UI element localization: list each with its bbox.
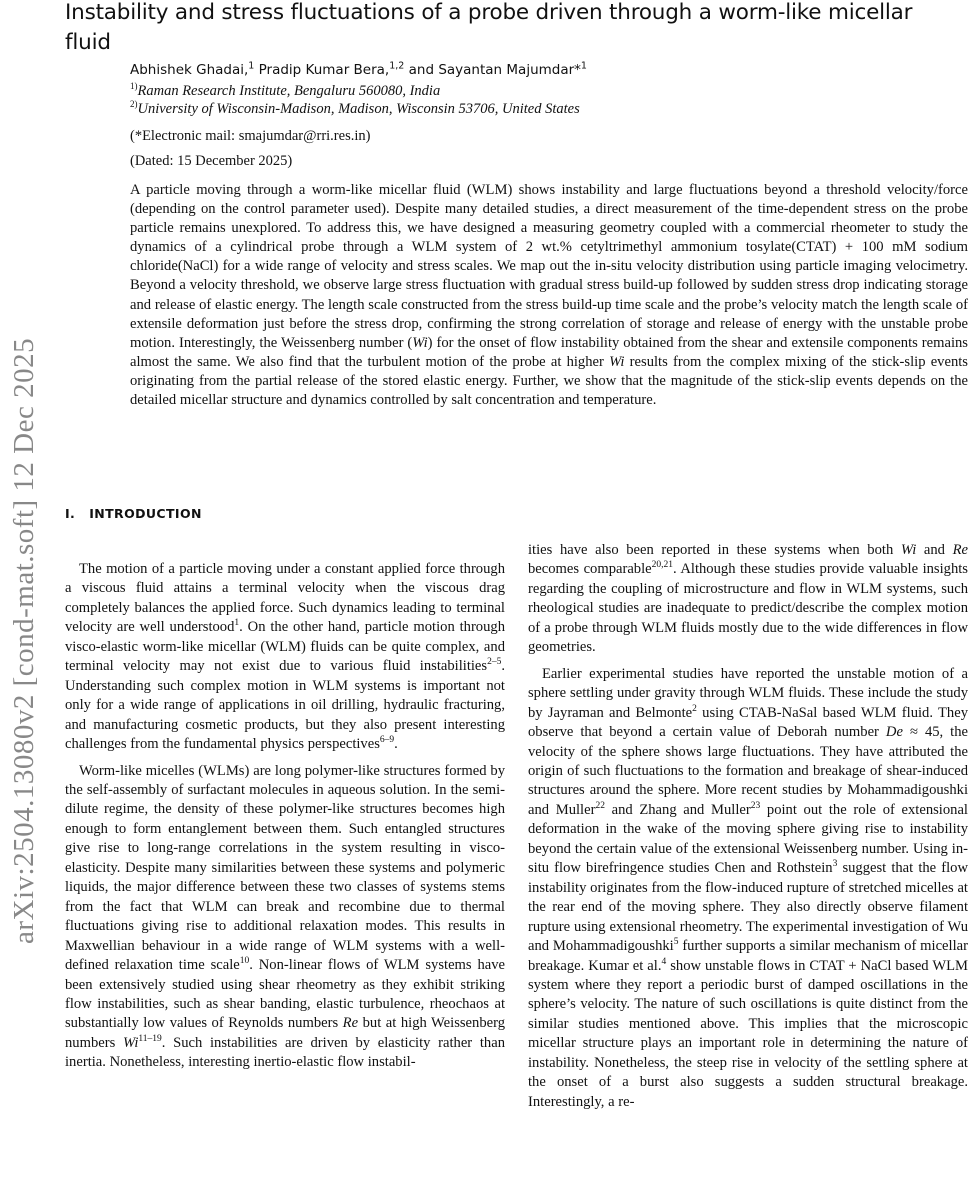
text-run: using CTAB-NaSal based WLM fluid. They observe that beyond a certain value of Deborah number [528, 704, 968, 741]
email-note: (*Electronic mail: smajumdar@rri.res.in) [130, 128, 371, 144]
author-affiliation-mark: 1,2 [389, 60, 405, 72]
author-list [130, 62, 587, 78]
author-name: and Sayantan Majumdar* [404, 62, 581, 78]
author-affiliation-mark: 1 [248, 60, 255, 72]
affiliation-text: Raman Research Institute, Bengaluru 560080, India [137, 83, 441, 99]
text-run: . Although these studies provide valuable insights regarding the coupling of microstructure and flow in WLM systems, such rheological studies are inadequate to predict/describe the complex motion of a probe through WLM fluids mostly due to the wide differences in flow geometries. [528, 561, 968, 656]
citation-superscript: 1 [234, 618, 240, 629]
citation-superscript: 4 [661, 956, 667, 967]
math-symbol: Re [342, 1015, 359, 1032]
text-run: A particle moving through a worm-like micellar fluid (WLM) shows instability and large fluctuations beyond a threshold velocity/force (depending on the control parameter used). Despite many detailed studies, a direct measurement of the time-dependent stress on the probe particle remains unexplored. To address this, we have designed a measuring geometry coupled with a commercial rheometer to study the dynamics of a cylindrical probe through a WLM system of 2 wt.% cetyltrimethyl ammonium tosylate(CTAT) + 100 mM sodium chloride(NaCl) for a wide range of velocity and stress scales. We map out the in-situ velocity distribution using particle imaging velocimetry. Beyond a velocity threshold, we observe large stress fluctuation with gradual stress build-up followed by sudden stress drop indicating storage and release of elastic energy. The length scale constructed from the stress build-up time scale and the probe’s velocity match the length scale of extensile deformation just before the stress drop, confirming the strong correlation of storage and release of energy with the unstable probe motion. Interestingly, the Weissenberg number ( [130, 182, 968, 351]
affiliation [130, 101, 580, 118]
affiliation-mark: 1) [130, 81, 138, 92]
citation-superscript: 11–19 [138, 1034, 162, 1045]
text-run: becomes comparable [528, 561, 652, 578]
left-column [65, 560, 505, 1080]
text-run: show unstable flows in CTAT + NaCl based WLM system where they report a periodic burst of damped oscillations in the sphere’s velocity. The nature of such oscillations is quite distinct from the similar studies mentioned above. This implies that the microscopic micellar structure plays an important role in determining the nature of instability. Nonetheless, the steep rise in velocity of the settling sphere at the onset of a burst also suggests a sudden structural breakage. Interestingly, a re- [528, 957, 968, 1110]
paper-title: Instability and stress fluctuations of a probe driven through a worm-like micellar fluid [65, 0, 913, 55]
text-run: ) for the onset of flow instability obtained from the shear and extensile components remains almost the same. We also find that the turbulent motion of the probe at higher [130, 334, 968, 370]
paragraph [528, 665, 968, 1112]
affiliation-text: University of Wisconsin-Madison, Madison, Wisconsin 53706, United States [137, 101, 580, 117]
paragraph [130, 181, 968, 410]
text-run: . Such instabilities are driven by elasticity rather than inertia. Nonetheless, interesting inertio-elastic flow instabil- [65, 1034, 505, 1071]
citation-superscript: 2 [692, 703, 697, 714]
citation-superscript: 6–9 [379, 735, 395, 746]
citation-superscript: 2–5 [487, 657, 502, 668]
math-symbol: De [885, 724, 903, 741]
text-run: but at high Weissenberg numbers [65, 1015, 505, 1051]
section-title: INTRODUCTION [89, 506, 202, 521]
math-symbol: Wi [412, 334, 428, 351]
paragraph [65, 560, 505, 755]
text-run: The motion of a particle moving under a constant applied force through a viscous fluid attains a terminal velocity when the viscous drag completely balances the applied force. Such dynamics leading to terminal velocity are well understood [65, 561, 505, 636]
right-column [528, 541, 968, 1119]
date-line: (Dated: 15 December 2025) [130, 153, 293, 169]
abstract [130, 181, 968, 410]
text-run: Earlier experimental studies have reported the unstable motion of a sphere settling under gravity through WLM fluids. These include the study by Jayraman and Belmonte [528, 665, 968, 721]
affiliation [130, 83, 440, 100]
section-number: I. [65, 506, 76, 521]
text-run: . Understanding such complex motion in WLM systems is important not only for a wide range of applications in oil drilling, hydraulic fracturing, and manufacturing cosmetic products, but they also present interesting challenges from the fundamental physics perspectives [65, 658, 505, 753]
text-run: Worm-like micelles (WLMs) are long polymer-like structures formed by the self-assembly of surfactant molecules in aqueous solution. In the semi-dilute regime, the density of these polymer-like structures becomes high enough to form entanglement between them. Such entangled structures give rise to long-range correlations in the system resulting in visco-elasticity. Despite many similarities between these systems and polymeric liquids, the major difference between these two classes of systems stems from the fact that WLM can break and recombine due to thermal fluctuations giving rise to additional relaxation modes. This results in Maxwellian behaviour in a wide range of WLM systems with a well-defined relaxation time scale [65, 762, 505, 974]
affiliation-mark: 2) [130, 99, 138, 110]
paragraph [65, 762, 505, 1073]
text-run: ≈ 45, the velocity of the sphere shows large fluctuations. They have attributed the origin of such fluctuations to the formation and breakage of shear-induced structures around the sphere. More recent studies by Mohammadigoushki and Muller [528, 724, 969, 818]
math-symbol: Wi [609, 353, 625, 370]
text-run: . Non-linear flows of WLM systems have been extensively studied using shear rheometry as they exhibit striking flow instabilities, such as shear banding, elastic turbulence, rheochaos at substantially low values of Reynolds numbers [65, 957, 505, 1032]
citation-superscript: 10 [239, 956, 250, 967]
text-run: and Zhang and Muller [604, 801, 751, 818]
text-run: suggest that the flow instability originates from the flow-induced rupture of stretched micelles at the rear end of the moving sphere. They also directly observe filament rupture using extensional rheometry. The experimental investigation of Wu and Mohammadigoushki [528, 860, 968, 955]
arxiv-stamp: arXiv:2504.13080v2 [cond-mat.soft] 12 Dec 2025 [8, 337, 40, 944]
math-symbol: Wi [122, 1034, 139, 1051]
citation-superscript: 3 [832, 859, 838, 870]
text-run: results from the complex mixing of the stick-slip events originating from the partial release of the stored elastic energy. Further, we show that the magnitude of the stick-slip events depends on the detailed micellar structure and dynamics controlled by salt concentration and temperature. [130, 353, 968, 409]
citation-superscript: 20,21 [651, 560, 674, 571]
text-run: . [394, 736, 398, 753]
paragraph [528, 541, 968, 658]
author-name: Abhishek Ghadai, [130, 62, 249, 78]
citation-superscript: 5 [673, 937, 679, 948]
author-affiliation-mark: 1 [580, 60, 587, 72]
text-run: point out the role of extensional deformation in the wake of the moving sphere giving rise to instability beyond the certain value of the extensional Weissenberg number. Using in-situ flow birefringence studies Chen and Rothstein [528, 801, 968, 877]
text-run: further supports a similar mechanism of micellar breakage. Kumar et al. [528, 938, 968, 974]
citation-superscript: 22 [595, 801, 605, 812]
math-symbol: Re [952, 542, 968, 558]
text-run: and [916, 542, 953, 558]
section-heading [65, 506, 216, 521]
citation-superscript: 23 [750, 801, 761, 812]
text-run: ities have also been reported in these systems when both [528, 542, 901, 558]
text-run: . On the other hand, particle motion through visco-elastic worm-like micellar (WLM) fluids can be quite complex, and terminal velocity may not exist due to various fluid instabilities [65, 619, 505, 675]
math-symbol: Wi [900, 542, 917, 558]
author-name: Pradip Kumar Bera, [254, 62, 390, 78]
